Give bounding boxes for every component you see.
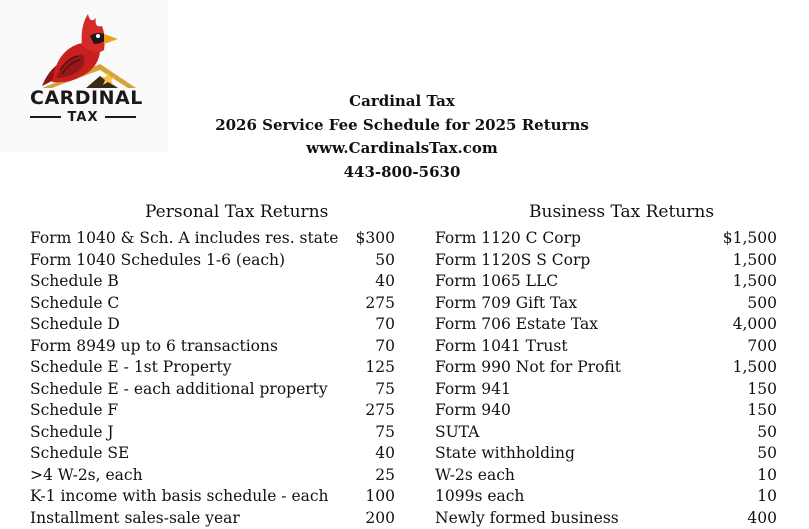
personal-fee-row <box>30 486 395 508</box>
personal-fee-value: 200 <box>365 508 395 529</box>
business-service-label: Form 940 <box>435 400 511 422</box>
business-service-label: SUTA <box>435 422 479 444</box>
business-fee-row <box>435 293 777 315</box>
personal-service-label: Schedule E - 1st Property <box>30 357 231 379</box>
personal-fee-row <box>30 443 395 465</box>
business-fee-row <box>435 357 777 379</box>
business-service-label: W-2s each <box>435 465 515 487</box>
personal-fee-row <box>30 314 395 336</box>
personal-service-label: Schedule C <box>30 293 119 315</box>
business-fee-value: 4,000 <box>733 314 777 336</box>
business-service-label: Form 1120 C Corp <box>435 228 581 250</box>
business-fee-row <box>435 508 777 529</box>
personal-fee-row <box>30 465 395 487</box>
personal-fee-row <box>30 508 395 529</box>
business-service-label: State withholding <box>435 443 575 465</box>
business-service-label: Form 1041 Trust <box>435 336 568 358</box>
business-service-label: Form 709 Gift Tax <box>435 293 577 315</box>
business-fee-row <box>435 443 777 465</box>
personal-service-label: Installment sales-sale year <box>30 508 240 529</box>
business-fee-row <box>435 422 777 444</box>
personal-fee-row <box>30 357 395 379</box>
personal-fee-value: 75 <box>375 422 395 444</box>
business-fee-value: 700 <box>747 336 777 358</box>
business-service-label: Form 1065 LLC <box>435 271 558 293</box>
schedule-title: 2026 Service Fee Schedule for 2025 Returns <box>200 114 604 138</box>
personal-fee-value: 40 <box>375 271 395 293</box>
personal-service-label: Form 8949 up to 6 transactions <box>30 336 278 358</box>
personal-fee-row <box>30 379 395 401</box>
business-fee-value: 1,500 <box>733 357 777 379</box>
personal-service-label: Schedule J <box>30 422 114 444</box>
cardinal-logo <box>0 0 168 152</box>
personal-fee-row <box>30 271 395 293</box>
personal-fee-value: 275 <box>365 293 395 315</box>
business-fee-row <box>435 400 777 422</box>
business-fee-row <box>435 379 777 401</box>
business-fee-value: 10 <box>757 486 777 508</box>
business-fee-row <box>435 250 777 272</box>
personal-fee-value: 70 <box>375 336 395 358</box>
personal-service-label: Schedule D <box>30 314 120 336</box>
personal-service-label: >4 W-2s, each <box>30 465 143 487</box>
business-fee-table <box>435 228 777 529</box>
business-service-label: 1099s each <box>435 486 524 508</box>
business-fee-row <box>435 271 777 293</box>
personal-fee-value: 70 <box>375 314 395 336</box>
business-fee-value: 1,500 <box>733 271 777 293</box>
personal-fee-row <box>30 422 395 444</box>
personal-fee-value: 125 <box>365 357 395 379</box>
business-fee-value: 500 <box>747 293 777 315</box>
business-section-title: Business Tax Returns <box>529 202 714 222</box>
personal-fee-row <box>30 250 395 272</box>
personal-service-label: Schedule SE <box>30 443 129 465</box>
business-fee-row <box>435 336 777 358</box>
cardinal-bird-icon <box>22 6 144 90</box>
business-fee-value: $1,500 <box>723 228 777 250</box>
business-service-label: Form 706 Estate Tax <box>435 314 598 336</box>
personal-fee-table <box>30 228 395 529</box>
business-fee-value: 10 <box>757 465 777 487</box>
personal-service-label: K-1 income with basis schedule - each <box>30 486 329 508</box>
business-service-label: Form 941 <box>435 379 511 401</box>
personal-service-label: Schedule F <box>30 400 118 422</box>
business-fee-row <box>435 228 777 250</box>
logo-name: CARDINAL <box>30 87 136 109</box>
business-fee-row <box>435 465 777 487</box>
business-fee-value: 50 <box>757 422 777 444</box>
personal-service-label: Form 1040 Schedules 1-6 (each) <box>30 250 285 272</box>
company-name: Cardinal Tax <box>200 90 604 114</box>
logo-subtitle <box>30 108 136 126</box>
business-fee-value: 150 <box>747 400 777 422</box>
personal-service-label: Schedule E - each additional property <box>30 379 328 401</box>
personal-fee-value: 50 <box>375 250 395 272</box>
business-fee-row <box>435 314 777 336</box>
personal-fee-row <box>30 228 395 250</box>
business-fee-row <box>435 486 777 508</box>
phone-number: 443-800-5630 <box>200 161 604 185</box>
document-header <box>200 90 604 184</box>
personal-service-label: Schedule B <box>30 271 119 293</box>
business-service-label: Form 990 Not for Profit <box>435 357 621 379</box>
personal-fee-row <box>30 400 395 422</box>
business-fee-value: 150 <box>747 379 777 401</box>
personal-fee-value: 40 <box>375 443 395 465</box>
business-service-label: Form 1120S S Corp <box>435 250 590 272</box>
business-fee-value: 1,500 <box>733 250 777 272</box>
business-service-label: Newly formed business <box>435 508 619 529</box>
business-fee-value: 400 <box>747 508 777 529</box>
logo-rule-left <box>30 116 61 118</box>
personal-service-label: Form 1040 & Sch. A includes res. state <box>30 228 338 250</box>
personal-fee-value: 25 <box>375 465 395 487</box>
logo-rule-right <box>105 116 136 118</box>
website-link[interactable]: www.CardinalsTax.com <box>200 137 604 161</box>
personal-fee-row <box>30 336 395 358</box>
personal-fee-value: 275 <box>365 400 395 422</box>
personal-fee-value: 75 <box>375 379 395 401</box>
personal-fee-value: 100 <box>365 486 395 508</box>
personal-fee-row <box>30 293 395 315</box>
personal-section-title: Personal Tax Returns <box>145 202 328 222</box>
logo-sub-word: TAX <box>61 110 106 125</box>
business-fee-value: 50 <box>757 443 777 465</box>
personal-fee-value: $300 <box>356 228 395 250</box>
